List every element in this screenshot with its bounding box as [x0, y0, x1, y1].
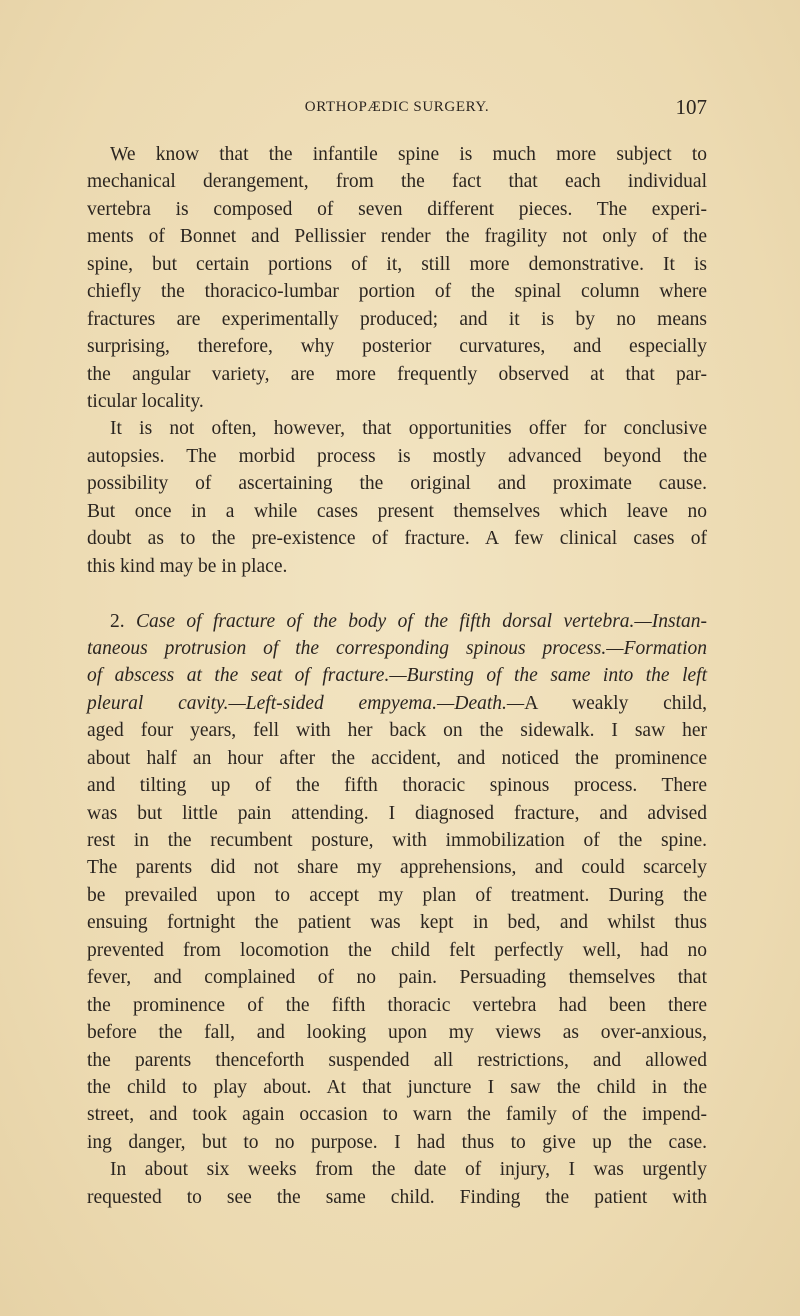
body-text	[87, 141, 707, 1211]
text-segment: fractures are experimentally produced; and it is by no means	[87, 308, 707, 330]
text-segment: It is not often, however, that opportunities offer for conclusive	[110, 418, 707, 440]
text-segment: the prominence of the fifth thoracic vertebra had been there	[87, 994, 707, 1016]
text-segment: and tilting up of the fifth thoracic spinous process. There	[87, 775, 707, 797]
text-segment: surprising, therefore, why posterior curvatures, and especially	[87, 336, 707, 358]
text-segment: the angular variety, are more frequently observed at that par-	[87, 363, 707, 385]
text-segment: this kind may be in place.	[87, 555, 288, 577]
text-line	[87, 415, 707, 442]
text-line	[87, 333, 707, 360]
text-line	[87, 608, 707, 635]
text-segment: doubt as to the pre-existence of fracture. A few clinical cases of	[87, 528, 707, 550]
text-line	[87, 909, 707, 936]
text-line	[87, 717, 707, 744]
text-line	[87, 525, 707, 552]
text-segment: the child to play about. At that juncture I saw the child in the	[87, 1076, 707, 1098]
text-segment: spine, but certain portions of it, still more demonstrative. It is	[87, 253, 707, 275]
page-number: 107	[675, 95, 707, 119]
text-line	[87, 937, 707, 964]
text-line	[87, 278, 707, 305]
text-line	[87, 388, 707, 415]
text-line	[87, 443, 707, 470]
italic-text: Case of fracture of the body of the fifth dorsal vertebra.—Instan-	[136, 610, 708, 632]
text-line	[87, 223, 707, 250]
text-segment: was but little pain attending. I diagnosed fracture, and advised	[87, 802, 707, 824]
text-segment: In about six weeks from the date of injury, I was urgently	[110, 1159, 707, 1181]
text-line	[87, 1074, 707, 1101]
text-line	[87, 635, 707, 662]
text-segment: before the fall, and looking upon my views as over-anxious,	[87, 1022, 707, 1044]
text-segment: 2.	[110, 610, 137, 632]
text-line	[87, 306, 707, 333]
text-segment: ticular locality.	[87, 390, 204, 412]
text-segment: We know that the infantile spine is much more subject to	[110, 144, 707, 165]
text-segment: possibility of ascertaining the original and proximate cause.	[87, 473, 707, 495]
text-segment: prevented from locomotion the child felt perfectly well, had no	[87, 939, 707, 961]
text-line	[87, 1019, 707, 1046]
italic-text: of abscess at the seat of fracture.—Bursting of the same into the left	[87, 665, 707, 687]
text-segment: A weakly child,	[524, 692, 707, 714]
text-line	[87, 882, 707, 909]
text-line	[87, 662, 707, 689]
text-line	[87, 1129, 707, 1156]
italic-text: taneous protrusion of the corresponding spinous process.—Formation	[87, 637, 707, 659]
text-segment: fever, and complained of no pain. Persuading themselves that	[87, 967, 707, 989]
text-line	[87, 1156, 707, 1183]
text-segment: ensuing fortnight the patient was kept in bed, and whilst thus	[87, 912, 707, 934]
text-line	[87, 772, 707, 799]
text-segment: aged four years, fell with her back on the sidewalk. I saw her	[87, 720, 707, 742]
text-line	[87, 470, 707, 497]
text-segment: autopsies. The morbid process is mostly advanced beyond the	[87, 445, 707, 467]
paragraph	[87, 141, 707, 415]
text-line	[87, 745, 707, 772]
text-segment: mechanical derangement, from the fact that each individual	[87, 171, 707, 193]
italic-text: pleural cavity.—Left-sided empyema.—Death.—	[87, 692, 525, 714]
text-line	[87, 168, 707, 195]
paragraph-gap	[87, 580, 707, 608]
text-segment: The parents did not share my apprehensions, and could scarcely	[87, 857, 707, 879]
text-segment: street, and took again occasion to warn the family of the impend-	[87, 1104, 707, 1126]
text-line	[87, 1184, 707, 1211]
text-line	[87, 553, 707, 580]
text-segment: the parents thenceforth suspended all restrictions, and allowed	[87, 1049, 707, 1071]
text-line	[87, 827, 707, 854]
page-header	[87, 95, 707, 121]
text-segment: vertebra is composed of seven different pieces. The experi-	[87, 198, 707, 220]
text-line	[87, 854, 707, 881]
text-segment: requested to see the same child. Finding the patient with	[87, 1186, 707, 1208]
text-line	[87, 800, 707, 827]
paragraph	[87, 415, 707, 580]
text-segment: But once in a while cases present themselves which leave no	[87, 500, 707, 522]
text-line	[87, 361, 707, 388]
text-line	[87, 690, 707, 717]
text-segment: be prevailed upon to accept my plan of treatment. During the	[87, 884, 707, 906]
text-line	[87, 964, 707, 991]
text-segment: chiefly the thoracico-lumbar portion of the spinal column where	[87, 281, 707, 303]
text-segment: ing danger, but to no purpose. I had thus to give up the case.	[87, 1131, 707, 1153]
text-line	[87, 992, 707, 1019]
paragraph	[87, 1156, 707, 1211]
text-line	[87, 196, 707, 223]
text-line	[87, 141, 707, 168]
text-line	[87, 498, 707, 525]
text-segment: about half an hour after the accident, and noticed the prominence	[87, 747, 707, 769]
paragraph	[87, 608, 707, 1157]
text-line	[87, 1101, 707, 1128]
text-line	[87, 1047, 707, 1074]
text-line	[87, 251, 707, 278]
text-segment: rest in the recumbent posture, with immobilization of the spine.	[87, 830, 707, 851]
text-segment: ments of Bonnet and Pellissier render the fragility not only of the	[87, 226, 707, 248]
running-title: ORTHOPÆDIC SURGERY.	[304, 99, 490, 115]
